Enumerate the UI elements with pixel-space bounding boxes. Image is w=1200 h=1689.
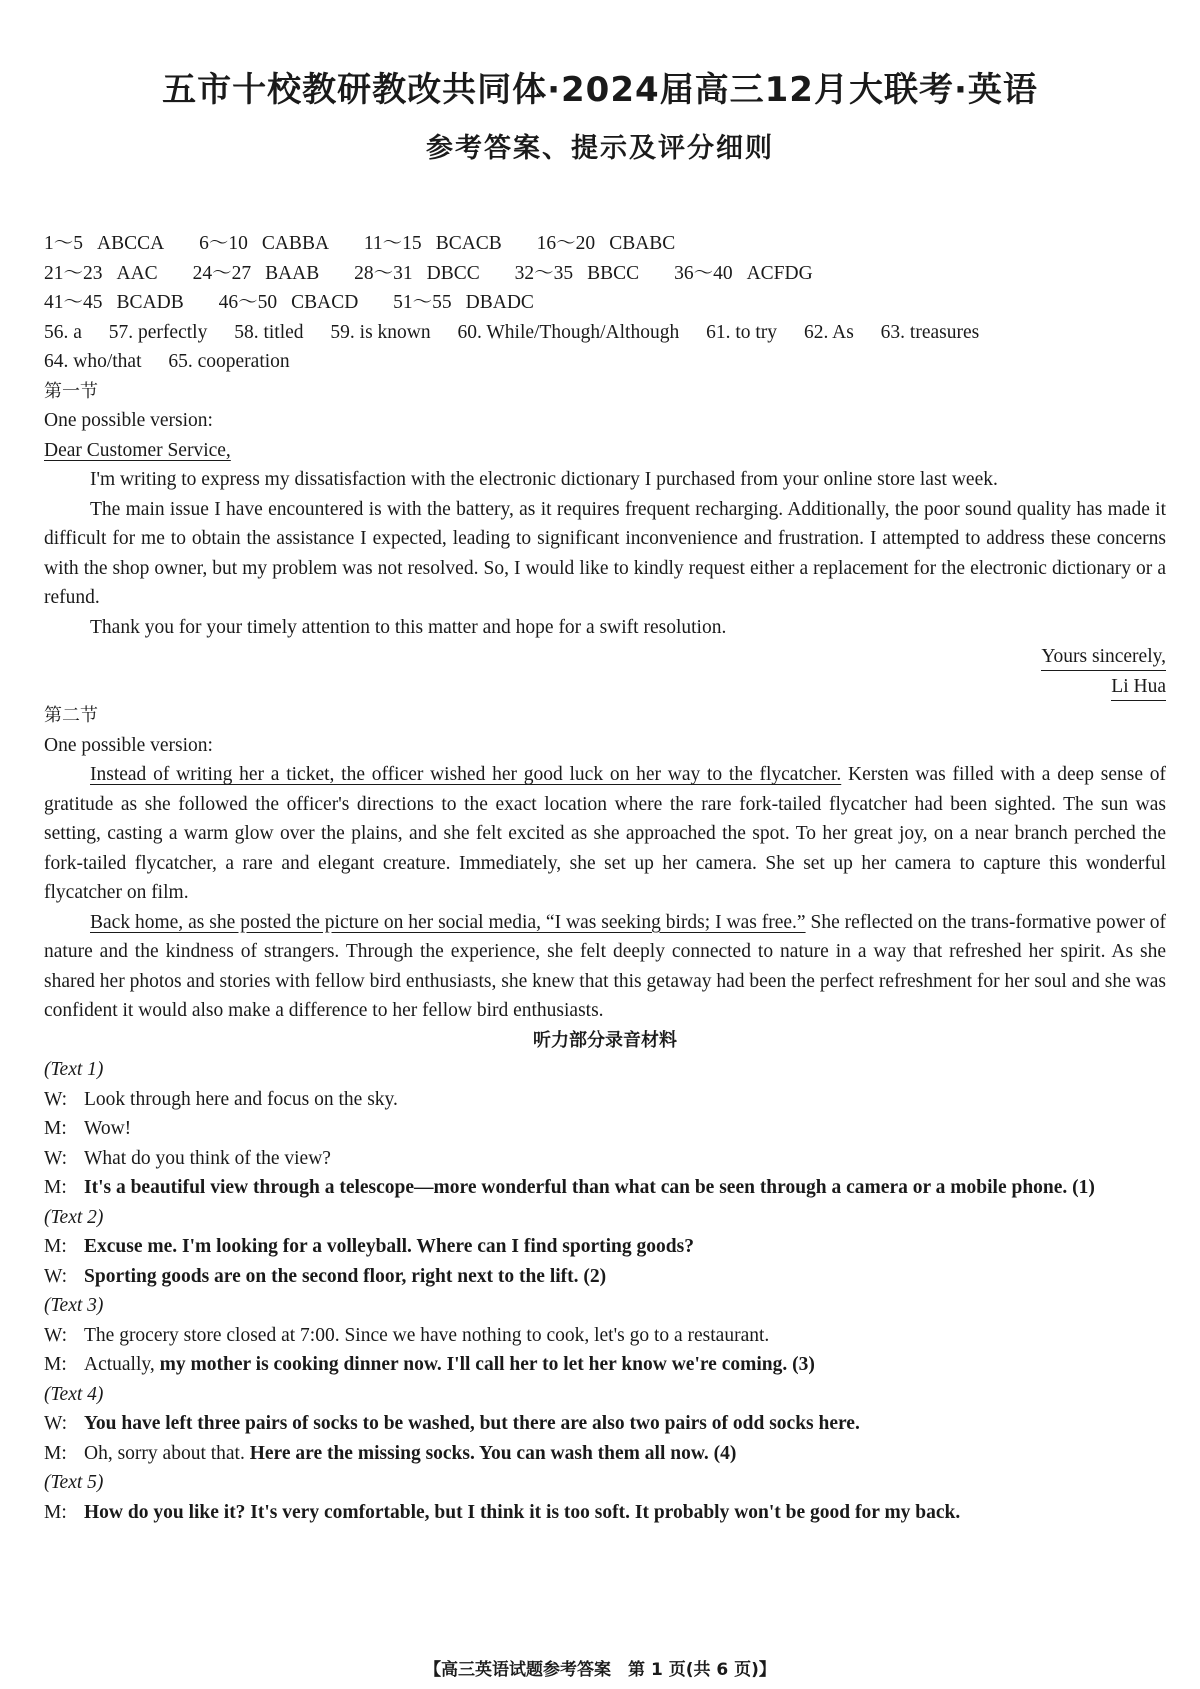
dialogue-line [44,1498,1166,1528]
dialogue-line [44,1409,1166,1439]
dialogue-text: Sporting goods are on the second floor, right next to the lift. (2) [84,1265,607,1287]
answer-range: 1～5 [44,233,84,254]
version-label: One possible version: [44,734,213,756]
fill-answer: 57. perfectly [108,321,208,343]
speaker: M: [44,1118,67,1139]
answer-key: BBCC [587,262,640,284]
page-footer: 【高三英语试题参考答案 第 1 页(共 6 页)】 [424,1660,776,1680]
answer-row [44,259,1166,289]
fill-answer: 63. treasures [880,321,980,343]
dialogue-text: It's a beautiful view through a telescope—more wonderful than what can be seen through a camera or a mobile phone. (1) [84,1177,1095,1198]
answer-range: 41～45 [44,292,103,313]
page-title: 五市十校教研教改共同体·2024届高三12月大联考·英语 [162,70,1038,110]
section-heading: 第二节 [44,705,98,726]
answer-row [44,288,1166,318]
fill-answer: 59. is known [330,321,431,343]
letter-salutation: Dear Customer Service, [44,439,231,461]
answer-key: CBACD [291,292,359,313]
fill-answer-row [44,347,1166,377]
given-opening-sentence: Back home, as she posted the picture on her social media, “I was seeking birds; I was free.” [90,911,806,933]
answer-key: BAAB [265,262,320,284]
answer-key: ACFDG [746,262,813,284]
story-text: Kersten was filled with a deep sense of gratitude as she followed the officer's directions to the exact location where the rare fork-tailed flycatcher had been sighted. The sun was setting, casting a warm glow over the plains, and she felt excited as she approached the spot. To her great joy, on a near branch perched the fork-tailed flycatcher, a rare and elegant creature. Immediately, she set up her camera. She set up her camera to capture this wonderful flycatcher on film. [44,764,1167,903]
letter-paragraph: Thank you for your timely attention to this matter and hope for a swift resolution. [90,616,727,638]
fill-answer: 56. a [44,321,82,343]
answer-range: 16～20 [536,233,596,254]
dialogue-line [44,1232,1166,1262]
speaker: W: [44,1147,68,1169]
answer-row [44,229,1166,259]
text-label: (Text 3) [44,1295,104,1316]
fill-answer: 64. who/that [44,351,142,372]
listening-heading: 听力部分录音材料 [533,1029,677,1051]
dialogue-text: Actually, [84,1354,160,1375]
answer-range: 28～31 [354,262,413,284]
dialogue-key-text: Here are the missing socks. You can wash them all now. (4) [249,1442,737,1464]
text-label: (Text 4) [44,1383,104,1405]
answer-range: 11～15 [363,233,422,254]
dialogue-text: Look through here and focus on the sky. [84,1088,398,1110]
answer-key: DBADC [465,292,534,313]
answer-key: CBABC [609,233,676,254]
answer-key: DBCC [426,262,480,284]
fill-answer: 65. cooperation [168,351,290,372]
letter-signature: Li Hua [1111,673,1166,701]
speaker: M: [44,1442,67,1464]
letter-paragraph: I'm writing to express my dissatisfaction with the electronic dictionary I purchased from your online store last week. [90,469,998,490]
speaker: W: [44,1265,68,1287]
speaker: M: [44,1501,67,1523]
text-label: (Text 2) [44,1206,104,1228]
answer-range: 51～55 [393,292,452,313]
speaker: M: [44,1236,67,1257]
dialogue-line [44,1173,1166,1203]
dialogue-line [44,1144,1166,1174]
text-label: (Text 1) [44,1059,104,1080]
dialogue-text: Oh, sorry about that. [84,1442,250,1464]
dialogue-text: The grocery store closed at 7:00. Since we have nothing to cook, let's go to a restaurant. [84,1324,770,1346]
fill-answer: 60. While/Though/Although [457,321,680,343]
dialogue-text: What do you think of the view? [84,1147,331,1169]
story-paragraph [44,760,1166,908]
given-opening-sentence: Instead of writing her a ticket, the officer wished her good luck on her way to the flycatcher. [90,764,842,785]
answer-key: CABBA [261,233,330,254]
answer-range: 21～23 [44,262,103,284]
dialogue-line [44,1262,1166,1292]
speaker: W: [44,1413,68,1434]
answer-key: ABCCA [97,233,165,254]
section-heading: 第一节 [44,380,98,402]
dialogue-text: You have left three pairs of socks to be washed, but there are also two pairs of odd socks here. [84,1413,860,1434]
document-body [44,229,1166,1527]
letter-closing: Yours sincerely, [1041,643,1166,671]
story-text: She reflected on the trans-formative power of nature and the kindness of strangers. Through the experience, she felt deeply connected to nature in a way that refreshed her spirit. As she shared her photos and stories with fellow bird enthusiasts, she knew that this getaway had been the perfect refreshment for her soul and she was confident it would also make a difference to her fellow bird enthusiasts. [44,911,1166,1021]
answer-key: BCADB [116,292,184,313]
page-subtitle: 参考答案、提示及评分细则 [426,133,774,164]
speaker: M: [44,1177,67,1198]
dialogue-line [44,1114,1166,1144]
answer-range: 46～50 [218,292,278,313]
dialogue-text: How do you like it? It's very comfortable, but I think it is too soft. It probably won't be good for my back. [84,1501,961,1523]
dialogue-text: Wow! [84,1118,132,1139]
story-paragraph [44,908,1166,1026]
fill-answer-row [44,318,1166,348]
dialogue-line [44,1085,1166,1115]
answer-key: BCACB [435,233,502,254]
dialogue-line [44,1321,1166,1351]
dialogue-line [44,1439,1166,1469]
speaker: M: [44,1354,67,1375]
fill-answer: 58. titled [234,321,304,343]
speaker: W: [44,1088,68,1110]
answer-range: 32～35 [514,262,574,284]
dialogue-line [44,1350,1166,1380]
version-label: One possible version: [44,410,213,431]
fill-answer: 61. to try [706,321,778,343]
letter-paragraph: The main issue I have encountered is with the battery, as it requires frequent recharging. Additionally, the poor sound quality has made it difficult for me to obtain the assistance I expected, leading to significant inconvenience and frustration. I attempted to address these concerns with the shop owner, but my problem was not resolved. So, I would like to kindly request either a replacement for the electronic dictionary or a refund. [44,498,1166,608]
answer-range: 6～10 [199,233,248,254]
answer-range: 24～27 [192,262,252,284]
speaker: W: [44,1324,68,1346]
answer-key: AAC [116,262,158,284]
fill-answer: 62. As [803,321,854,343]
text-label: (Text 5) [44,1472,104,1493]
dialogue-text: Excuse me. I'm looking for a volleyball. Where can I find sporting goods? [84,1236,694,1257]
dialogue-key-text: my mother is cooking dinner now. I'll call her to let her know we're coming. (3) [159,1354,815,1375]
answer-range: 36～40 [674,262,733,284]
